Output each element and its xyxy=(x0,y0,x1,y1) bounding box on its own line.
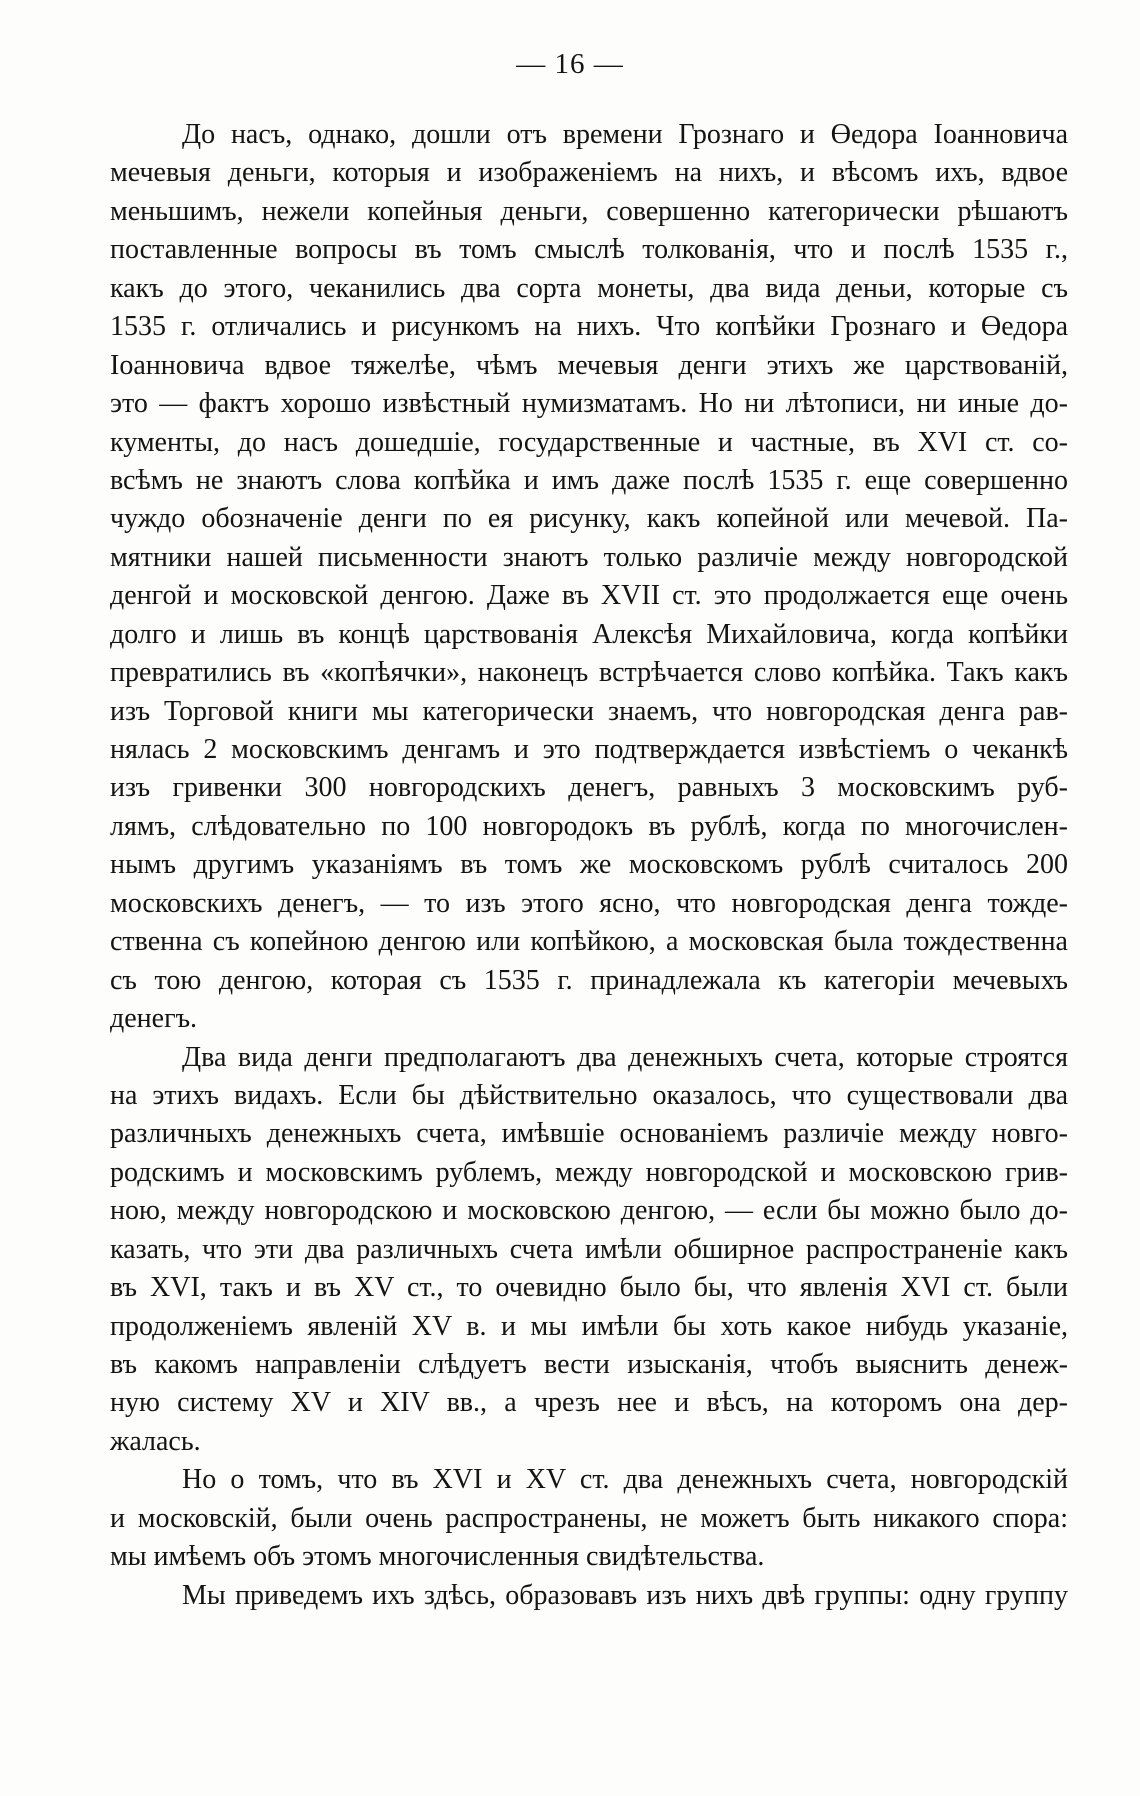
body-text xyxy=(110,116,1068,1615)
text-line: мы имѣемъ объ этомъ многочисленныя свидѣтельства. xyxy=(110,1541,765,1573)
text-line: Іоанновича вдвое тяжелѣе, чѣмъ мечевыя денги этихъ же царствованій, xyxy=(110,349,1068,381)
text-line: лямъ, слѣдовательно по 100 новгородокъ въ рублѣ, когда по многочислен- xyxy=(110,810,1068,842)
text-line: различныхъ денежныхъ счета, имѣвшіе основаніемъ различіе между новго- xyxy=(110,1118,1068,1150)
text-line: нялась 2 московскимъ денгамъ и это подтверждается извѣстіемъ о чеканкѣ xyxy=(110,734,1068,765)
text-line: жалась. xyxy=(110,1425,201,1457)
text-line: на этихъ видахъ. Если бы дѣйствительно оказалось, что существовали два xyxy=(110,1079,1068,1111)
text-line: казать, что эти два различныхъ счета имѣли обширное распространеніе какъ xyxy=(110,1233,1068,1265)
text-line: продолженіемъ явленій XV в. и мы имѣли бы хоть какое нибудь указаніе, xyxy=(110,1310,1068,1342)
text-line: и московскій, были очень распространены, не можетъ быть никакого спора: xyxy=(110,1502,1068,1534)
text-line: До насъ, однако, дошли отъ времени Грознаго и Өедора Іоанновича xyxy=(182,119,1068,150)
text-line: долго и лишь въ концѣ царствованія Алексѣя Михайловича, когда копѣйки xyxy=(110,618,1068,650)
text-line: мятники нашей письменности знаютъ только различіе между новгородской xyxy=(110,541,1068,573)
text-line: мечевыя деньги, которыя и изображеніемъ на нихъ, и вѣсомъ ихъ, вдвое xyxy=(110,157,1068,189)
text-line: въ XVI, такъ и въ XV ст., то очевидно было бы, что явленія XVI ст. были xyxy=(110,1272,1068,1304)
text-line: ною, между новгородскою и московскою денгою, — если бы можно было до- xyxy=(110,1195,1068,1227)
text-line: меньшимъ, нежели копейныя деньги, совершенно категорически рѣшаютъ xyxy=(110,195,1068,227)
text-line: въ какомъ направленіи слѣдуетъ вести изысканія, чтобъ выяснить денеж- xyxy=(110,1349,1068,1380)
text-line: чуждо обозначеніе денги по ея рисунку, какъ копейной или мечевой. Па- xyxy=(110,503,1068,535)
text-line: нымъ другимъ указаніямъ въ томъ же московскомъ рублѣ считалось 200 xyxy=(110,849,1068,881)
text-line: превратились въ «копѣячки», наконецъ встрѣчается слово копѣйка. Такъ какъ xyxy=(110,657,1068,689)
text-line: поставленные вопросы въ томъ смыслѣ толкованія, что и послѣ 1535 г., xyxy=(110,234,1068,266)
text-line: всѣмъ не знаютъ слова копѣйка и имъ даже послѣ 1535 г. еще совершенно xyxy=(110,464,1068,496)
text-line: Мы приведемъ ихъ здѣсь, образовавъ изъ нихъ двѣ группы: одну группу xyxy=(182,1579,1068,1611)
text-line: ную систему XV и XIV вв., а чрезъ нее и вѣсъ, на которомъ она дер- xyxy=(110,1387,1068,1419)
text-line: московскихъ денегъ, — то изъ этого ясно, что новгородская денга тожде- xyxy=(110,887,1068,919)
text-line: 1535 г. отличались и рисункомъ на нихъ. Что копѣйки Грознаго и Өедора xyxy=(110,311,1068,343)
text-line: съ тою денгою, которая съ 1535 г. принадлежала къ категоріи мечевыхъ xyxy=(110,964,1068,996)
text-line: ственна съ копейною денгою или копѣйкою, а московская была тождественна xyxy=(110,926,1068,958)
text-line: родскимъ и московскимъ рублемъ, между новгородской и московскою грив- xyxy=(110,1156,1068,1188)
text-line: кументы, до насъ дошедшіе, государственные и частные, въ XVI ст. со- xyxy=(110,426,1068,458)
text-line: какъ до этого, чеканились два сорта монеты, два вида деньи, которые съ xyxy=(110,272,1068,304)
text-line: денгой и московской денгою. Даже въ XVII ст. это продолжается еще очень xyxy=(110,580,1068,612)
text-line: изъ гривенки 300 новгородскихъ денегъ, равныхъ 3 московскимъ руб- xyxy=(110,772,1068,804)
text-line: изъ Торговой книги мы категорически знаемъ, что новгородская денга рав- xyxy=(110,695,1068,727)
text-line: Но о томъ, что въ XVI и XV ст. два денежныхъ счета, новгородскій xyxy=(182,1464,1068,1496)
text-line: денегъ. xyxy=(110,1003,198,1035)
text-line: Два вида денги предполагаютъ два денежныхъ счета, которые строятся xyxy=(182,1041,1068,1073)
text-line: это — фактъ хорошо извѣстный нумизматамъ. Но ни лѣтописи, ни иные до- xyxy=(110,388,1068,420)
page-number: — 16 — xyxy=(516,48,624,80)
